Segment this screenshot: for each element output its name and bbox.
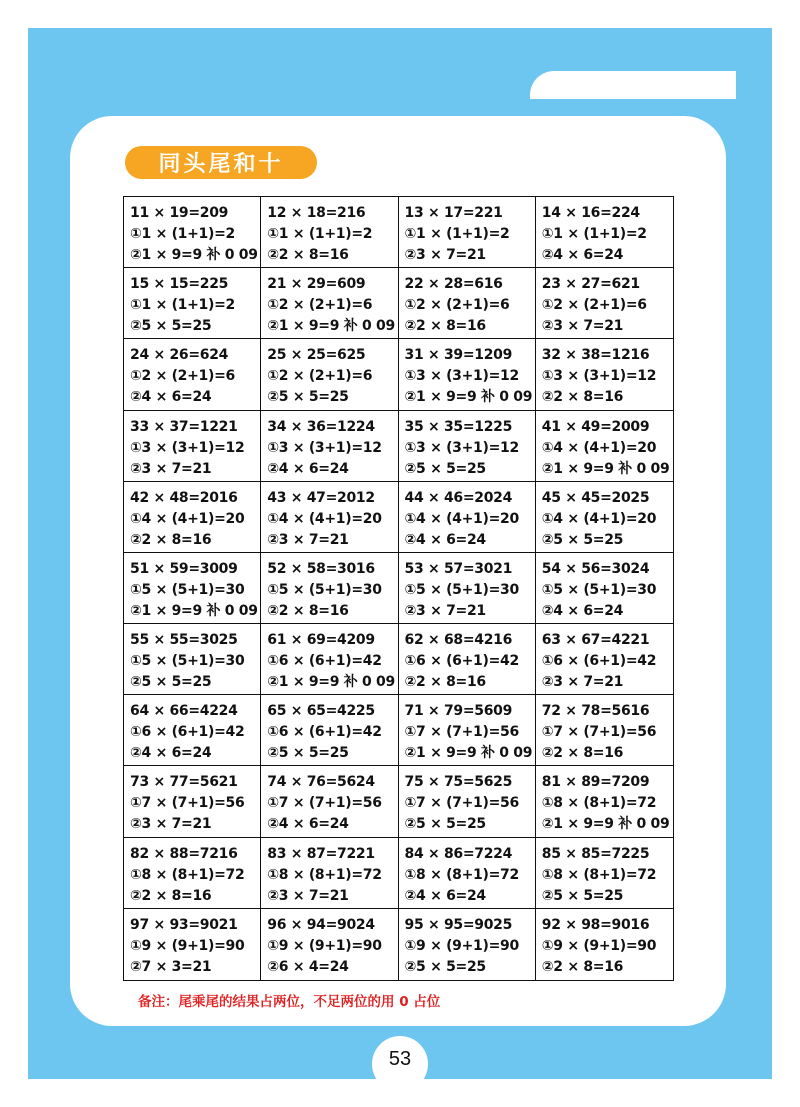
table-cell	[124, 838, 261, 909]
step-two-line: ②4 × 6=24	[404, 887, 486, 904]
step-two-line: ②3 × 7=21	[130, 460, 212, 477]
step-one-line: ①6 × (6+1)=42	[267, 653, 382, 670]
step-one-line: ①7 × (7+1)=56	[130, 795, 245, 812]
step-two-line: ②2 × 8=16	[404, 318, 486, 335]
table-cell	[261, 766, 398, 837]
equation-line: 65 × 65=4225	[267, 703, 375, 720]
equation-line: 62 × 68=4216	[404, 632, 513, 649]
equation-line: 64 × 66=4224	[130, 703, 238, 720]
equation-line: 72 × 78=5616	[541, 703, 650, 720]
step-two-line: ②4 × 6=24	[130, 745, 212, 762]
table-cell	[261, 411, 398, 482]
step-one-line: ①9 × (9+1)=90	[541, 937, 657, 954]
step-two-line: ②3 × 7=21	[267, 531, 349, 548]
equation-line: 45 × 45=2025	[541, 489, 650, 506]
table-cell	[399, 838, 536, 909]
table-cell	[261, 838, 398, 909]
table-cell	[399, 197, 536, 268]
equation-line: 32 × 38=1216	[541, 347, 650, 364]
table-cell	[399, 624, 536, 695]
multiplication-table	[123, 196, 674, 981]
step-two-line: ②4 × 6=24	[130, 389, 212, 406]
step-one-line: ①1 × (1+1)=2	[404, 226, 510, 242]
step-one-line: ①5 × (5+1)=30	[404, 581, 519, 598]
equation-line: 42 × 48=2016	[130, 489, 238, 506]
table-cell	[399, 268, 536, 339]
table-cell	[399, 766, 536, 837]
equation-line: 22 × 28=616	[404, 276, 503, 293]
equation-line: 23 × 27=621	[541, 276, 640, 293]
step-two-line: ②5 × 5=25	[541, 887, 624, 904]
step-one-line: ①3 × (3+1)=12	[404, 368, 519, 385]
step-two-line: ②2 × 8=16	[541, 745, 624, 762]
section-title-badge	[125, 146, 317, 179]
equation-line: 33 × 37=1221	[130, 418, 238, 435]
step-two-line: ②1 × 9=9 补 0 09	[130, 247, 258, 263]
equation-line: 92 × 98=9016	[541, 916, 650, 933]
equation-line: 13 × 17=221	[404, 205, 503, 221]
step-two-line: ②3 × 7=21	[404, 602, 486, 619]
step-one-line: ①8 × (8+1)=72	[267, 866, 382, 883]
step-one-line: ①1 × (1+1)=2	[130, 226, 235, 242]
equation-line: 54 × 56=3024	[541, 560, 650, 577]
equation-line: 74 × 76=5624	[267, 774, 375, 791]
step-one-line: ①2 × (2+1)=6	[267, 368, 373, 385]
step-two-line: ②4 × 6=24	[404, 531, 486, 548]
table-cell	[399, 411, 536, 482]
equation-line: 44 × 46=2024	[404, 489, 513, 506]
step-one-line: ①9 × (9+1)=90	[130, 937, 245, 954]
step-two-line: ②5 × 5=25	[267, 745, 349, 762]
table-cell	[124, 766, 261, 837]
table-cell	[124, 909, 261, 980]
equation-line: 51 × 59=3009	[130, 560, 238, 577]
step-one-line: ①3 × (3+1)=12	[130, 439, 245, 456]
step-two-line: ②5 × 5=25	[267, 389, 349, 406]
equation-line: 81 × 89=7209	[541, 774, 650, 791]
decorative-tab	[530, 71, 736, 99]
table-cell	[124, 197, 261, 268]
step-two-line: ②4 × 6=24	[541, 602, 624, 619]
step-one-line: ①2 × (2+1)=6	[267, 297, 373, 314]
step-two-line: ②4 × 6=24	[541, 247, 624, 263]
equation-line: 11 × 19=209	[130, 205, 229, 221]
step-one-line: ①7 × (7+1)=56	[267, 795, 382, 812]
step-one-line: ①6 × (6+1)=42	[404, 653, 519, 670]
step-two-line: ②5 × 5=25	[404, 816, 486, 833]
equation-line: 25 × 25=625	[267, 347, 366, 364]
table-cell	[261, 695, 398, 766]
step-two-line: ②2 × 8=16	[267, 602, 349, 619]
table-cell	[261, 624, 398, 695]
equation-line: 55 × 55=3025	[130, 632, 238, 649]
step-one-line: ①9 × (9+1)=90	[267, 937, 382, 954]
step-one-line: ①2 × (2+1)=6	[404, 297, 510, 314]
step-two-line: ②2 × 8=16	[541, 389, 624, 406]
step-two-line: ②2 × 8=16	[130, 531, 212, 548]
table-cell	[261, 197, 398, 268]
step-one-line: ①3 × (3+1)=12	[541, 368, 657, 385]
step-one-line: ①1 × (1+1)=2	[130, 297, 235, 314]
equation-line: 73 × 77=5621	[130, 774, 238, 791]
equation-line: 61 × 69=4209	[267, 632, 375, 649]
step-one-line: ①1 × (1+1)=2	[267, 226, 373, 242]
table-cell	[261, 553, 398, 624]
step-one-line: ①2 × (2+1)=6	[130, 368, 235, 385]
equation-line: 75 × 75=5625	[404, 774, 513, 791]
table-cell	[536, 624, 673, 695]
table-cell	[536, 268, 673, 339]
step-two-line: ②5 × 5=25	[404, 460, 486, 477]
step-one-line: ①8 × (8+1)=72	[541, 866, 657, 883]
step-two-line: ②4 × 6=24	[267, 816, 349, 833]
step-one-line: ①4 × (4+1)=20	[404, 510, 519, 527]
step-one-line: ①6 × (6+1)=42	[541, 653, 657, 670]
equation-line: 15 × 15=225	[130, 276, 229, 293]
table-cell	[536, 553, 673, 624]
step-one-line: ①3 × (3+1)=12	[267, 439, 382, 456]
section-title: 同头尾和十	[158, 152, 284, 177]
table-cell	[261, 268, 398, 339]
step-two-line: ②2 × 8=16	[267, 247, 349, 263]
step-one-line: ①4 × (4+1)=20	[130, 510, 245, 527]
footnote: 备注：尾乘尾的结果占两位，不足两位的用 0 占位	[138, 994, 441, 1010]
equation-line: 21 × 29=609	[267, 276, 366, 293]
table-cell	[399, 482, 536, 553]
step-one-line: ①7 × (7+1)=56	[541, 724, 657, 741]
equation-line: 63 × 67=4221	[541, 632, 650, 649]
step-one-line: ①4 × (4+1)=20	[267, 510, 382, 527]
equation-line: 84 × 86=7224	[404, 845, 513, 862]
step-two-line: ②1 × 9=9 补 0 09	[267, 318, 395, 335]
step-one-line: ①6 × (6+1)=42	[130, 724, 245, 741]
table-cell	[124, 411, 261, 482]
step-two-line: ②7 × 3=21	[130, 958, 212, 975]
table-cell	[536, 197, 673, 268]
step-one-line: ①3 × (3+1)=12	[404, 439, 519, 456]
step-one-line: ①4 × (4+1)=20	[541, 439, 657, 456]
equation-line: 24 × 26=624	[130, 347, 229, 364]
table-cell	[261, 482, 398, 553]
step-one-line: ①4 × (4+1)=20	[541, 510, 657, 527]
table-cell	[536, 482, 673, 553]
table-cell	[536, 766, 673, 837]
equation-line: 41 × 49=2009	[541, 418, 650, 435]
step-two-line: ②5 × 5=25	[404, 958, 486, 975]
equation-line: 35 × 35=1225	[404, 418, 513, 435]
table-cell	[124, 624, 261, 695]
step-two-line: ②5 × 5=25	[541, 531, 624, 548]
equation-line: 71 × 79=5609	[404, 703, 513, 720]
step-one-line: ①5 × (5+1)=30	[267, 581, 382, 598]
table-cell	[261, 339, 398, 410]
table-cell	[261, 909, 398, 980]
step-two-line: ②2 × 8=16	[404, 674, 486, 691]
table-cell	[124, 553, 261, 624]
step-two-line: ②1 × 9=9 补 0 09	[541, 816, 670, 833]
step-two-line: ②5 × 5=25	[130, 674, 212, 691]
step-two-line: ②4 × 6=24	[267, 460, 349, 477]
step-two-line: ②1 × 9=9 补 0 09	[404, 745, 533, 762]
equation-line: 85 × 85=7225	[541, 845, 650, 862]
equation-line: 97 × 93=9021	[130, 916, 238, 933]
table-cell	[399, 695, 536, 766]
step-one-line: ①9 × (9+1)=90	[404, 937, 519, 954]
step-two-line: ②3 × 7=21	[541, 674, 624, 691]
step-one-line: ①2 × (2+1)=6	[541, 297, 647, 314]
step-one-line: ①5 × (5+1)=30	[130, 581, 245, 598]
step-two-line: ②1 × 9=9 补 0 09	[541, 460, 670, 477]
equation-line: 95 × 95=9025	[404, 916, 513, 933]
table-cell	[399, 909, 536, 980]
table-cell	[399, 553, 536, 624]
table-cell	[536, 411, 673, 482]
step-one-line: ①7 × (7+1)=56	[404, 724, 519, 741]
equation-line: 96 × 94=9024	[267, 916, 375, 933]
equation-line: 12 × 18=216	[267, 205, 366, 221]
step-one-line: ①8 × (8+1)=72	[404, 866, 519, 883]
step-one-line: ①5 × (5+1)=30	[130, 653, 245, 670]
step-two-line: ②1 × 9=9 补 0 09	[404, 389, 533, 406]
step-two-line: ②3 × 7=21	[130, 816, 212, 833]
step-two-line: ②3 × 7=21	[404, 247, 486, 263]
page-number-badge	[372, 1036, 428, 1092]
step-two-line: ②2 × 8=16	[541, 958, 624, 975]
table-cell	[124, 339, 261, 410]
equation-line: 43 × 47=2012	[267, 489, 375, 506]
table-cell	[536, 838, 673, 909]
step-one-line: ①1 × (1+1)=2	[541, 226, 647, 242]
table-cell	[124, 695, 261, 766]
step-one-line: ①7 × (7+1)=56	[404, 795, 519, 812]
step-two-line: ②3 × 7=21	[541, 318, 624, 335]
step-two-line: ②5 × 5=25	[130, 318, 212, 335]
equation-line: 83 × 87=7221	[267, 845, 375, 862]
step-two-line: ②3 × 7=21	[267, 887, 349, 904]
step-two-line: ②6 × 4=24	[267, 958, 349, 975]
step-two-line: ②2 × 8=16	[130, 887, 212, 904]
table-cell	[536, 695, 673, 766]
step-one-line: ①8 × (8+1)=72	[541, 795, 657, 812]
step-one-line: ①6 × (6+1)=42	[267, 724, 382, 741]
step-two-line: ②1 × 9=9 补 0 09	[130, 602, 258, 619]
equation-line: 53 × 57=3021	[404, 560, 513, 577]
page-number: 53	[388, 1047, 412, 1070]
table-cell	[124, 482, 261, 553]
step-two-line: ②1 × 9=9 补 0 09	[267, 674, 395, 691]
equation-line: 14 × 16=224	[541, 205, 640, 221]
equation-line: 31 × 39=1209	[404, 347, 513, 364]
step-one-line: ①5 × (5+1)=30	[541, 581, 657, 598]
equation-line: 52 × 58=3016	[267, 560, 375, 577]
table-cell	[536, 339, 673, 410]
table-cell	[124, 268, 261, 339]
table-cell	[399, 339, 536, 410]
table-cell	[536, 909, 673, 980]
equation-line: 82 × 88=7216	[130, 845, 238, 862]
equation-line: 34 × 36=1224	[267, 418, 375, 435]
step-one-line: ①8 × (8+1)=72	[130, 866, 245, 883]
